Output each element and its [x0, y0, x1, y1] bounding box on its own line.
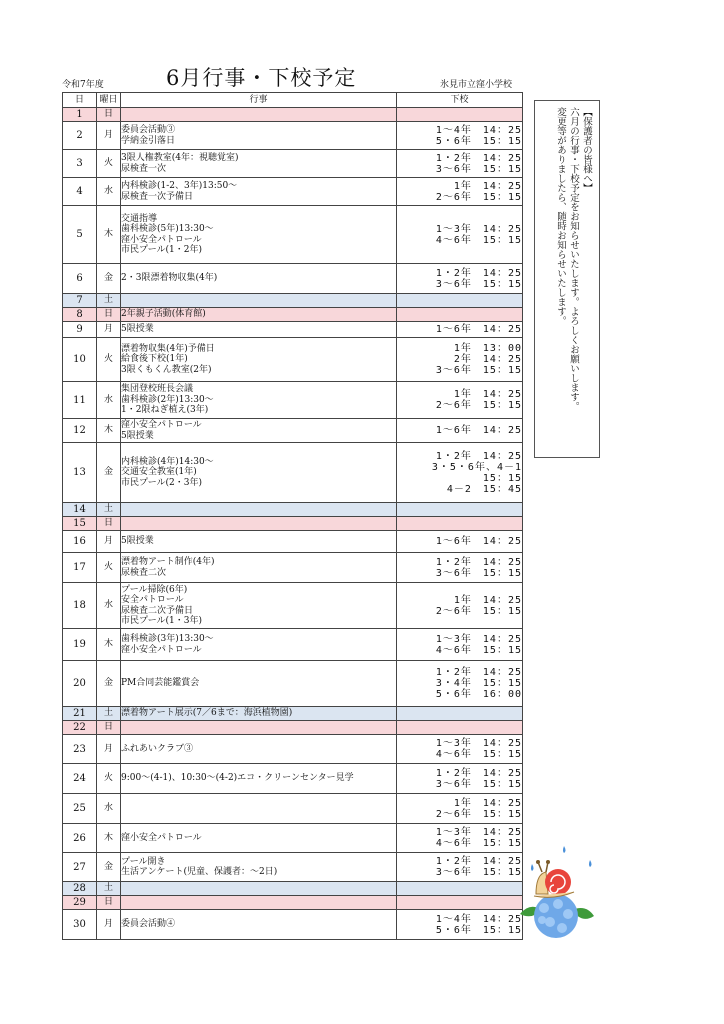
weekday-cell: 水 — [97, 583, 121, 629]
events-cell: 5限授業 — [121, 531, 397, 553]
day-cell: 4 — [63, 178, 97, 206]
weekday-cell: 木 — [97, 824, 121, 853]
dismissal-cell: 1年 14：25 2～6年 15：15 — [397, 583, 523, 629]
events-cell: 窪小安全パトロール 5限授業 — [121, 419, 397, 443]
weekday-cell: 土 — [97, 503, 121, 517]
events-cell — [121, 503, 397, 517]
table-row — [63, 583, 523, 629]
table-row — [63, 122, 523, 150]
dismissal-cell: 1年 14：25 2～6年 15：15 — [397, 794, 523, 824]
dismissal-cell: 1・2年 14：25 3・4年 15：15 5・6年 16：00 — [397, 661, 523, 707]
dismissal-cell: 1・2年 14：25 3・5・6年、4－1 15：15 4－2 15：45 — [397, 443, 523, 503]
day-cell: 7 — [63, 294, 97, 308]
table-row — [63, 794, 523, 824]
dismissal-cell: 1・2年 14：25 3～6年 15：15 — [397, 150, 523, 178]
events-cell: 3限人権教室(4年：視聴覚室) 尿検査一次 — [121, 150, 397, 178]
events-cell — [121, 294, 397, 308]
weekday-cell: 月 — [97, 735, 121, 764]
weekday-cell: 日 — [97, 896, 121, 910]
schedule-table — [62, 92, 523, 940]
day-cell: 29 — [63, 896, 97, 910]
day-cell: 9 — [63, 322, 97, 338]
events-cell — [121, 896, 397, 910]
dismissal-cell — [397, 308, 523, 322]
day-cell: 2 — [63, 122, 97, 150]
events-cell: 窪小安全パトロール — [121, 824, 397, 853]
dismissal-cell: 1年 13：00 2年 14：25 3～6年 15：15 — [397, 338, 523, 382]
weekday-cell: 水 — [97, 178, 121, 206]
weekday-cell: 土 — [97, 294, 121, 308]
day-cell: 21 — [63, 707, 97, 721]
events-cell: PM合同芸能鑑賞会 — [121, 661, 397, 707]
page-title: 6月行事・下校予定 — [166, 66, 357, 90]
dismissal-cell: 1・2年 14：25 3～6年 15：15 — [397, 264, 523, 294]
table-row — [63, 853, 523, 882]
dismissal-cell: 1～4年 14：25 5・6年 15：15 — [397, 122, 523, 150]
day-cell: 17 — [63, 553, 97, 583]
weekday-cell: 金 — [97, 264, 121, 294]
dismissal-cell: 1・2年 14：25 3～6年 15：15 — [397, 553, 523, 583]
dismissal-cell: 1年 14：25 2～6年 15：15 — [397, 178, 523, 206]
day-cell: 5 — [63, 206, 97, 264]
weekday-cell: 月 — [97, 531, 121, 553]
day-cell: 13 — [63, 443, 97, 503]
table-row — [63, 735, 523, 764]
weekday-cell: 金 — [97, 661, 121, 707]
dismissal-cell — [397, 294, 523, 308]
table-row — [63, 294, 523, 308]
table-row — [63, 721, 523, 735]
events-cell — [121, 794, 397, 824]
dismissal-cell: 1～3年 14：25 4～6年 15：15 — [397, 824, 523, 853]
notice-text — [554, 107, 593, 411]
events-cell: 漂着物アート展示(7／6まで：海浜植物園) — [121, 707, 397, 721]
table-row — [63, 308, 523, 322]
parent-notice-box — [534, 100, 600, 458]
day-cell: 3 — [63, 150, 97, 178]
weekday-cell: 金 — [97, 853, 121, 882]
table-row — [63, 443, 523, 503]
events-cell: 漂着物アート制作(4年) 尿検査二次 — [121, 553, 397, 583]
weekday-cell: 木 — [97, 419, 121, 443]
day-cell: 14 — [63, 503, 97, 517]
day-cell: 25 — [63, 794, 97, 824]
table-row — [63, 108, 523, 122]
table-row — [63, 531, 523, 553]
era-year: 令和7年度 — [62, 80, 104, 90]
col-header-dismissal: 下校 — [397, 93, 523, 108]
day-cell: 11 — [63, 382, 97, 419]
table-row — [63, 264, 523, 294]
dismissal-cell — [397, 721, 523, 735]
school-name: 氷見市立窪小学校 — [440, 80, 513, 90]
events-cell: プール開き 生活アンケート(児童、保護者：～2日) — [121, 853, 397, 882]
events-cell — [121, 721, 397, 735]
dismissal-cell: 1～3年 14：25 4～6年 15：15 — [397, 735, 523, 764]
weekday-cell: 火 — [97, 764, 121, 794]
dismissal-cell — [397, 503, 523, 517]
events-cell: 内科検診(1-2、3年)13:50～ 尿検査一次予備日 — [121, 178, 397, 206]
day-cell: 8 — [63, 308, 97, 322]
events-cell: 9:00～(4-1)、10:30～(4-2)エコ・クリーンセンター見学 — [121, 764, 397, 794]
dismissal-cell: 1～4年 14：25 5・6年 15：15 — [397, 910, 523, 940]
day-cell: 1 — [63, 108, 97, 122]
weekday-cell: 月 — [97, 122, 121, 150]
dismissal-cell — [397, 517, 523, 531]
table-row — [63, 629, 523, 661]
events-cell: 歯科検診(3年)13:30～ 窪小安全パトロール — [121, 629, 397, 661]
events-cell: 5限授業 — [121, 322, 397, 338]
dismissal-cell: 1～6年 14：25 — [397, 531, 523, 553]
dismissal-cell: 1・2年 14：25 3～6年 15：15 — [397, 853, 523, 882]
table-row — [63, 503, 523, 517]
table-row — [63, 553, 523, 583]
table-row — [63, 338, 523, 382]
day-cell: 24 — [63, 764, 97, 794]
events-cell: プール掃除(6年) 安全パトロール 尿検査二次予備日 市民プール(1・3年) — [121, 583, 397, 629]
table-row — [63, 178, 523, 206]
day-cell: 28 — [63, 882, 97, 896]
day-cell: 15 — [63, 517, 97, 531]
day-cell: 26 — [63, 824, 97, 853]
weekday-cell: 日 — [97, 308, 121, 322]
snail-hydrangea-illustration — [514, 842, 598, 946]
table-row — [63, 150, 523, 178]
events-cell: 集団登校班長会議 歯科検診(2年)13:30～ 1・2限ねぎ植え(3年) — [121, 382, 397, 419]
weekday-cell: 火 — [97, 338, 121, 382]
table-row — [63, 882, 523, 896]
table-row — [63, 419, 523, 443]
weekday-cell: 土 — [97, 882, 121, 896]
dismissal-cell: 1～3年 14：25 4～6年 15：15 — [397, 629, 523, 661]
events-cell — [121, 108, 397, 122]
events-cell: 交通指導 歯科検診(5年)13:30～ 窪小安全パトロール 市民プール(1・2年) — [121, 206, 397, 264]
events-cell: 内科検診(4年)14:30～ 交通安全教室(1年) 市民プール(2・3年) — [121, 443, 397, 503]
weekday-cell: 水 — [97, 794, 121, 824]
weekday-cell: 日 — [97, 108, 121, 122]
dismissal-cell: 1・2年 14：25 3～6年 15：15 — [397, 764, 523, 794]
weekday-cell: 月 — [97, 322, 121, 338]
day-cell: 23 — [63, 735, 97, 764]
weekday-cell: 日 — [97, 517, 121, 531]
dismissal-cell — [397, 882, 523, 896]
day-cell: 22 — [63, 721, 97, 735]
table-row — [63, 382, 523, 419]
table-header-row — [63, 93, 523, 108]
table-row — [63, 206, 523, 264]
notice-heading: 【保護者の皆様へ】 — [581, 107, 592, 193]
weekday-cell: 土 — [97, 707, 121, 721]
events-cell: 委員会活動④ — [121, 910, 397, 940]
weekday-cell: 木 — [97, 629, 121, 661]
dismissal-cell: 1～3年 14：25 4～6年 15：15 — [397, 206, 523, 264]
day-cell: 30 — [63, 910, 97, 940]
dismissal-cell: 1～6年 14：25 — [397, 322, 523, 338]
events-cell — [121, 517, 397, 531]
day-cell: 20 — [63, 661, 97, 707]
table-row — [63, 322, 523, 338]
events-cell: 委員会活動③ 学納金引落日 — [121, 122, 397, 150]
day-cell: 27 — [63, 853, 97, 882]
events-cell: ふれあいクラブ③ — [121, 735, 397, 764]
day-cell: 12 — [63, 419, 97, 443]
dismissal-cell: 1年 14：25 2～6年 15：15 — [397, 382, 523, 419]
table-row — [63, 910, 523, 940]
day-cell: 18 — [63, 583, 97, 629]
table-row — [63, 661, 523, 707]
dismissal-cell — [397, 896, 523, 910]
weekday-cell: 金 — [97, 443, 121, 503]
col-header-day: 日 — [63, 93, 97, 108]
events-cell: 2年親子活動(体育館) — [121, 308, 397, 322]
table-row — [63, 896, 523, 910]
weekday-cell: 水 — [97, 382, 121, 419]
events-cell: 漂着物収集(4年)予備日 給食後下校(1年) 3限くもくん教室(2年) — [121, 338, 397, 382]
events-cell: 2・3限漂着物収集(4年) — [121, 264, 397, 294]
col-header-weekday: 曜日 — [97, 93, 121, 108]
weekday-cell: 木 — [97, 206, 121, 264]
col-header-events: 行事 — [121, 93, 397, 108]
table-row — [63, 764, 523, 794]
weekday-cell: 火 — [97, 553, 121, 583]
day-cell: 16 — [63, 531, 97, 553]
table-row — [63, 707, 523, 721]
dismissal-cell — [397, 108, 523, 122]
day-cell: 19 — [63, 629, 97, 661]
day-cell: 6 — [63, 264, 97, 294]
table-row — [63, 517, 523, 531]
notice-body: 六月の行事・下校予定をお知らせいたします。よろしくお願いします。 変更等がありましたら、随時お知らせいたします。 — [555, 107, 579, 411]
events-cell — [121, 882, 397, 896]
weekday-cell: 日 — [97, 721, 121, 735]
weekday-cell: 月 — [97, 910, 121, 940]
dismissal-cell — [397, 707, 523, 721]
table-row — [63, 824, 523, 853]
dismissal-cell: 1～6年 14：25 — [397, 419, 523, 443]
weekday-cell: 火 — [97, 150, 121, 178]
day-cell: 10 — [63, 338, 97, 382]
